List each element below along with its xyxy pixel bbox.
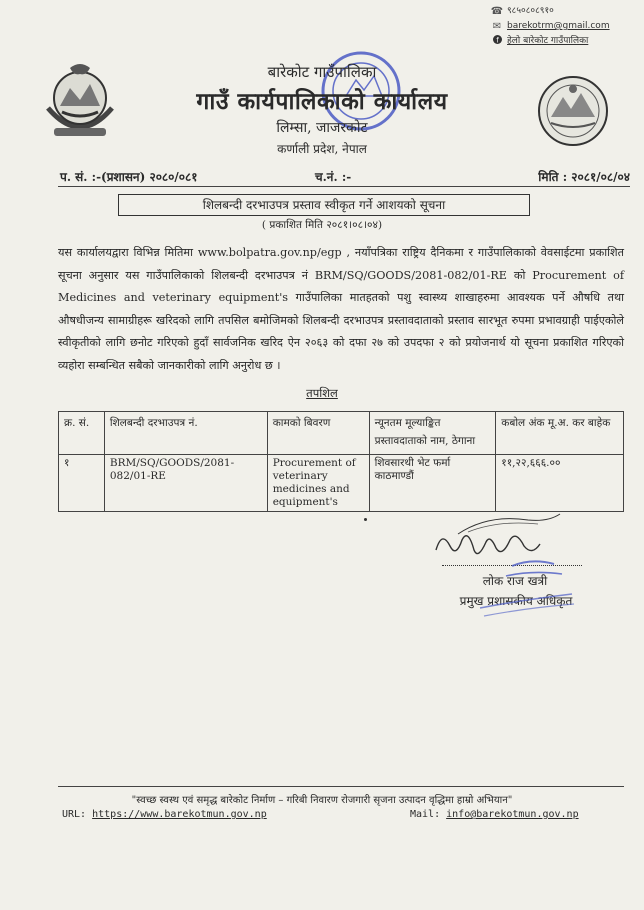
org-name: बारेकोट गाउँपालिका xyxy=(267,63,377,81)
subject-box: शिलबन्दी दरभाउपत्र प्रस्ताव स्वीकृत गर्ने आशयको सूचना xyxy=(118,194,530,216)
table-row xyxy=(59,455,624,512)
cell-bidder: शिवसारथी भेट फर्मा काठमाण्डौं xyxy=(369,455,496,512)
letter-date: मिति : २०८१/०८/०४ xyxy=(538,170,630,184)
facebook-icon xyxy=(490,34,504,49)
office-address: लिम्सा, जाजरकोट xyxy=(276,120,368,136)
office-title: गाउँ कार्यपालिकाको कार्यालय xyxy=(196,88,448,115)
officer-name-stamp xyxy=(462,550,582,620)
phone-icon: ☎ xyxy=(490,6,504,17)
email-row xyxy=(490,19,610,34)
ink-dot xyxy=(364,518,367,521)
col-header-bid-no: शिलबन्दी दरभाउपत्र नं. xyxy=(104,412,267,455)
col-header-work: कामको बिवरण xyxy=(267,412,369,455)
details-table xyxy=(58,411,624,512)
province-line: कर्णाली प्रदेश, नेपाल xyxy=(277,142,367,156)
mail-icon: ✉ xyxy=(492,21,502,32)
phone-number: ९८५०८०८९१० xyxy=(507,6,554,16)
email-link[interactable]: barekotrm@gmail.com xyxy=(507,21,610,31)
contact-block xyxy=(490,4,610,49)
cell-sn: १ xyxy=(59,455,105,512)
svg-text:f: f xyxy=(495,35,499,44)
col-header-sn: क्र. सं. xyxy=(59,412,105,455)
published-date: ( प्रकाशित मिति २०८१।०८।०४) xyxy=(261,219,383,231)
phone-row xyxy=(490,4,610,19)
cell-bid-no: BRM/SQ/GOODS/2081-082/01-RE xyxy=(104,455,267,512)
tapsil-heading: तपशिल xyxy=(306,386,338,400)
url-label: URL: xyxy=(62,809,87,820)
mail-label: Mail: xyxy=(410,809,441,820)
col-header-bidder: न्यूनतम मूल्याङ्कित प्रस्तावदाताको नाम, ठेगाना xyxy=(369,412,496,455)
signatory-name: लोक राज खत्री xyxy=(482,574,548,588)
table-header-row xyxy=(59,412,624,455)
website-link[interactable]: https://www.barekotmun.gov.np xyxy=(92,809,267,820)
cell-work: Procurement of veterinary medicines and equipment's xyxy=(267,455,369,512)
footer-mail xyxy=(410,809,579,820)
footer-url xyxy=(62,809,267,820)
notice-body: यस कार्यालयद्वारा विभिन्न मितिमा www.bolpatra.gov.np/egp , नयाँपत्रिका राष्ट्रिय दैनिकमा र गाउँपालिकाको वेवसाईटमा प्रकाशित सूचना अनुसार यस गाउँपालिकाको शिलबन्दी दरभाउपत्र नं BRM/SQ/GOODS/2081-082/01-RE को Procurement of Medicines and veterinary equipment's गाउँपालिका मातहतको पशु स्वास्थ्य शाखाहरुमा आवश्यक पर्ने औषधि तथा औषधीजन्य सामाग्रीहरू खरिदको लागि तपसिल बमोजिमको शिलबन्दी दरभाउपत्र प्रस्तावदाताको प्रस्ताव सारभूत रुपमा प्रभावग्राही पाईएकोले स्वीकृतीको लागि छनोट गरिएको हुदाँ सार्वजनिक खरिद ऐन २०६३ को दफा २७ को उपदफा २ को प्रयोजनार्थ यो सूचना प्रकाशित गरिएको व्यहोरा सम्बन्धित सबैको जानकारीको लागि अनुरोध छ । xyxy=(58,246,624,372)
cell-amount: ११,२२,६६६.०० xyxy=(496,455,624,512)
signatory-designation: प्रमुख प्रशासकीय अधिकृत xyxy=(459,594,573,608)
patra-number: प. सं. :-(प्रशासन) २०८०/०८१ xyxy=(60,170,198,184)
footer-divider xyxy=(58,786,624,787)
footer-slogan: "स्वच्छ स्वस्थ एवं समृद्ध बारेकोट निर्माण – गरिबी निवारण रोजगारी सृजना उत्पादन वृद्धिमा हाम्रो अभियान" xyxy=(131,795,513,806)
header-divider xyxy=(58,186,630,187)
facebook-link[interactable]: हेलो बारेकोट गाउँपालिका xyxy=(507,36,589,46)
col-header-amount: कबोल अंक मू.अ. कर बाहेक xyxy=(496,412,624,455)
facebook-row xyxy=(490,34,610,49)
mail-link[interactable]: info@barekotmun.gov.np xyxy=(446,809,579,820)
chalani-number: च.नं. :- xyxy=(315,170,352,184)
